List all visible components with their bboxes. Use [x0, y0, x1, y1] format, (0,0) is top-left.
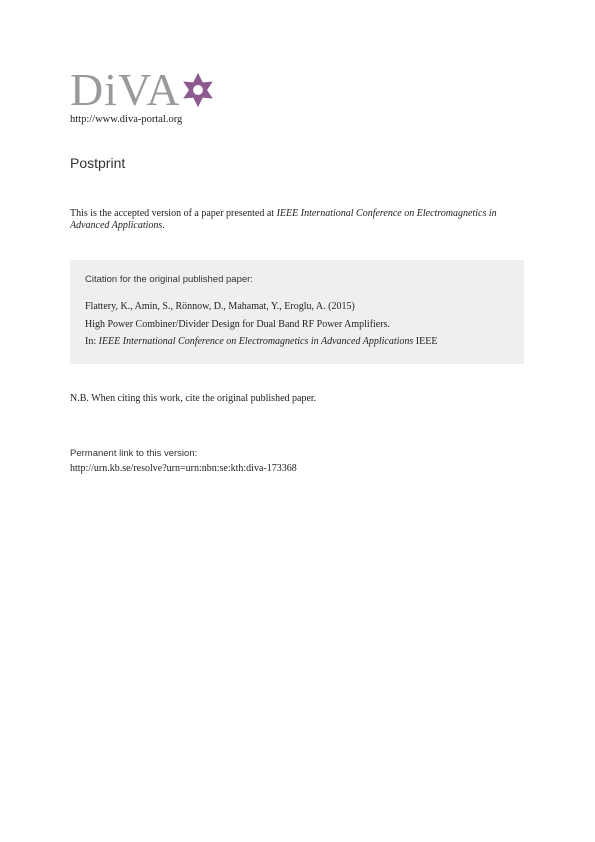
- portal-url[interactable]: http://www.diva-portal.org: [70, 114, 183, 125]
- citation-in-venue: IEEE International Conference on Electromagnetics in Advanced Applications: [98, 336, 414, 347]
- section-title: Postprint: [70, 155, 126, 171]
- star-icon: [179, 71, 217, 109]
- intro-conference: IEEE International Conference on Electromagnetics in Advanced Applications: [70, 208, 497, 231]
- citation-authors: Flattery, K., Amin, S., Rönnow, D., Mahamat, Y., Eroglu, A. (2015): [85, 301, 355, 312]
- citation-heading: Citation for the original published paper:: [85, 274, 253, 285]
- intro-suffix: .: [162, 220, 165, 231]
- citation-title: High Power Combiner/Divider Design for Dual Band RF Power Amplifiers.: [85, 319, 390, 330]
- intro-paragraph: [70, 208, 530, 232]
- citation-box: [70, 260, 524, 364]
- permanent-link-url[interactable]: http://urn.kb.se/resolve?urn=urn:nbn:se:kth:diva-173368: [70, 463, 297, 474]
- intro-prefix: This is the accepted version of a paper presented at: [70, 208, 277, 219]
- citation-note: N.B. When citing this work, cite the original published paper.: [70, 393, 317, 404]
- permanent-link-label: Permanent link to this version:: [70, 448, 198, 459]
- logo-text: DiVA: [70, 64, 181, 115]
- diva-logo: [70, 64, 217, 115]
- citation-in-publisher: IEEE: [413, 336, 438, 347]
- citation-in-prefix: In:: [85, 336, 99, 347]
- citation-venue: [85, 336, 437, 347]
